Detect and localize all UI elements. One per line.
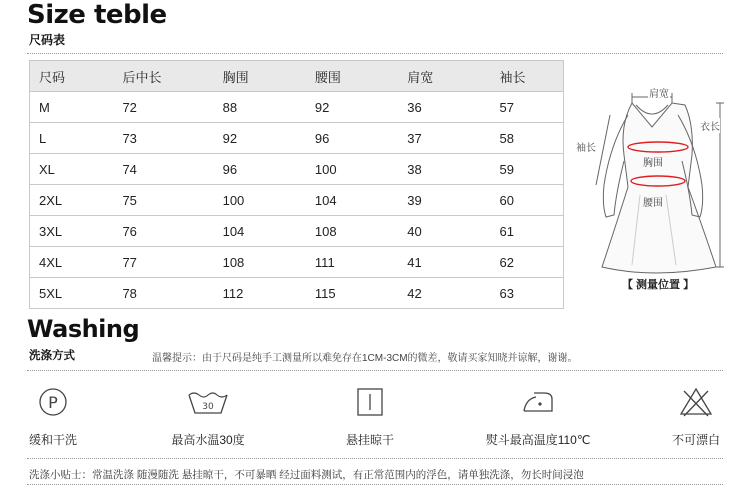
- table-cell: 2XL: [30, 185, 114, 216]
- size-table-subtitle: 尺码表: [29, 33, 66, 47]
- table-cell: 100: [306, 154, 398, 185]
- table-cell: 72: [113, 92, 213, 123]
- table-cell: 61: [491, 216, 564, 247]
- care-item: [148, 385, 268, 445]
- table-cell: 42: [398, 278, 490, 309]
- column-header: 尺码: [30, 61, 114, 92]
- table-cell: 115: [306, 278, 398, 309]
- washing-subtitle: 洗涤方式: [29, 350, 75, 362]
- table-row: [30, 216, 564, 247]
- svg-text:P: P: [48, 393, 58, 412]
- table-cell: 62: [491, 247, 564, 278]
- table-header-row: [30, 61, 564, 92]
- table-cell: 4XL: [30, 247, 114, 278]
- table-cell: 104: [214, 216, 306, 247]
- divider: [27, 53, 723, 54]
- table-cell: 96: [306, 123, 398, 154]
- table-cell: 77: [113, 247, 213, 278]
- table-cell: 96: [214, 154, 306, 185]
- table-cell: 92: [306, 92, 398, 123]
- size-table-title: Size teble: [27, 0, 167, 30]
- table-cell: 37: [398, 123, 490, 154]
- table-cell: 39: [398, 185, 490, 216]
- care-item: [0, 385, 113, 445]
- wash-30-icon: [185, 385, 231, 419]
- table-row: [30, 92, 564, 123]
- table-row: [30, 123, 564, 154]
- table-cell: 111: [306, 247, 398, 278]
- table-cell: 108: [306, 216, 398, 247]
- dress-measurement-diagram: [570, 75, 740, 295]
- table-cell: 63: [491, 278, 564, 309]
- care-label: 缓和干洗: [28, 433, 77, 447]
- table-cell: 75: [113, 185, 213, 216]
- care-item: [478, 385, 598, 445]
- table-cell: 36: [398, 92, 490, 123]
- dry-clean-p-icon: [36, 385, 70, 419]
- size-table: [29, 60, 564, 309]
- table-cell: 40: [398, 216, 490, 247]
- table-cell: 5XL: [30, 278, 114, 309]
- shoulder-label: 肩宽: [648, 85, 670, 100]
- bust-label: 胸围: [643, 158, 663, 169]
- table-cell: 112: [214, 278, 306, 309]
- table-cell: 38: [398, 154, 490, 185]
- divider: [27, 370, 723, 371]
- washing-tip: 洗涤小贴士：常温洗涤 随漫随洗 悬挂晾干，不可暴晒 经过面料测试，有正常范围内的浮色，请单独洗涤，勿长时间浸泡: [29, 469, 584, 481]
- table-row: [30, 154, 564, 185]
- table-row: [30, 247, 564, 278]
- care-label: 熨斗最高温度110℃: [485, 433, 591, 447]
- iron-icon: [518, 385, 558, 419]
- column-header: 腰围: [306, 61, 398, 92]
- table-cell: 100: [214, 185, 306, 216]
- table-cell: 76: [113, 216, 213, 247]
- care-item: [636, 385, 750, 445]
- table-cell: 74: [113, 154, 213, 185]
- table-cell: 41: [398, 247, 490, 278]
- table-cell: 3XL: [30, 216, 114, 247]
- table-cell: 92: [214, 123, 306, 154]
- table-cell: 73: [113, 123, 213, 154]
- sleeve-label: 袖长: [576, 143, 596, 154]
- no-bleach-icon: [678, 385, 714, 419]
- table-cell: 57: [491, 92, 564, 123]
- table-cell: M: [30, 92, 114, 123]
- hang-dry-icon: [355, 385, 385, 419]
- table-cell: XL: [30, 154, 114, 185]
- wash-temp-text: 30: [202, 402, 214, 412]
- divider: [27, 458, 723, 459]
- table-cell: 58: [491, 123, 564, 154]
- measure-caption: 【 测量位置 】: [622, 279, 695, 291]
- washing-title: Washing: [27, 315, 140, 343]
- column-header: 后中长: [113, 61, 213, 92]
- column-header: 肩宽: [398, 61, 490, 92]
- column-header: 胸围: [214, 61, 306, 92]
- table-cell: 78: [113, 278, 213, 309]
- care-item: [310, 385, 430, 445]
- care-label: 悬挂晾干: [345, 433, 394, 447]
- table-row: [30, 278, 564, 309]
- table-cell: 104: [306, 185, 398, 216]
- column-header: 袖长: [491, 61, 564, 92]
- table-row: [30, 185, 564, 216]
- divider: [27, 484, 723, 485]
- table-cell: 88: [214, 92, 306, 123]
- size-notice: 温馨提示：由于尺码是纯手工测量所以难免存在1CM-3CM的微差，敬请买家知晓并谅解，谢谢。: [152, 353, 578, 364]
- care-label: 不可漂白: [671, 433, 720, 447]
- table-cell: L: [30, 123, 114, 154]
- care-label: 最高水温30度: [171, 433, 245, 447]
- table-cell: 108: [214, 247, 306, 278]
- waist-label: 腰围: [643, 198, 663, 209]
- length-label: 衣长: [700, 118, 720, 133]
- table-cell: 60: [491, 185, 564, 216]
- table-cell: 59: [491, 154, 564, 185]
